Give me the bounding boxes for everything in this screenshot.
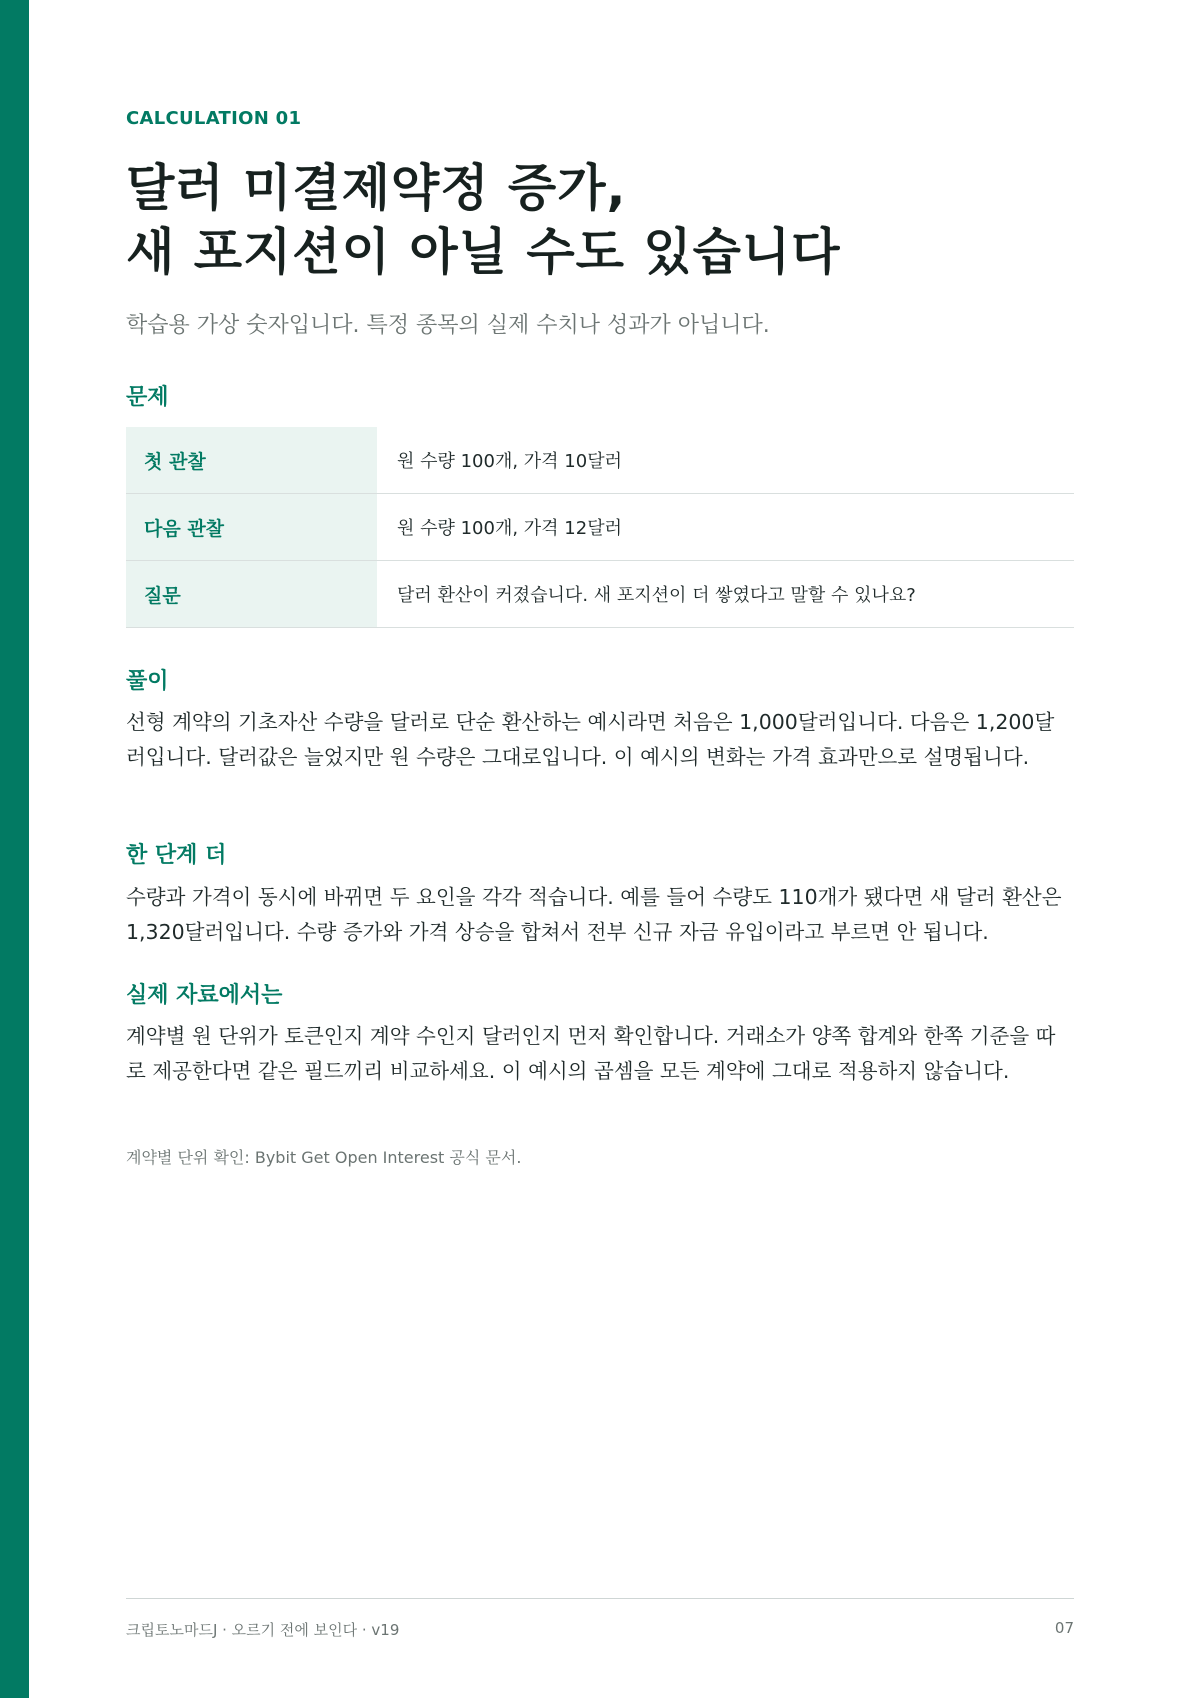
real-data-heading: 실제 자료에서는 xyxy=(126,983,283,1008)
accent-side-bar xyxy=(0,0,29,1698)
page-subtitle: 학습용 가상 숫자입니다. 특정 종목의 실제 수치나 성과가 아닙니다. xyxy=(126,313,770,338)
problem-heading: 문제 xyxy=(126,385,169,410)
page-title-line-1: 달러 미결제약정 증가, xyxy=(126,159,627,217)
page-title xyxy=(126,156,841,284)
one-more-step-paragraph: 수량과 가격이 동시에 바뀌면 두 요인을 각각 적습니다. 예를 들어 수량도 110개가 됐다면 새 달러 환산은 1,320달러입니다. 수량 증가와 가격 상승을 합쳐서 전부 신규 자금 유입이라고 부르면 안 됩니다. xyxy=(126,885,1062,944)
row-label: 다음 관찰 xyxy=(126,494,377,561)
row-label: 첫 관찰 xyxy=(126,427,377,494)
source-note: 계약별 단위 확인: Bybit Get Open Interest 공식 문서. xyxy=(126,1148,522,1167)
row-value: 달러 환산이 커졌습니다. 새 포지션이 더 쌓였다고 말할 수 있나요? xyxy=(377,561,1074,628)
real-data-paragraph: 계약별 원 단위가 토큰인지 계약 수인지 달러인지 먼저 확인합니다. 거래소가 양쪽 합계와 한쪽 기준을 따로 제공한다면 같은 필드끼리 비교하세요. 이 예시의 곱셈을 모든 계약에 그대로 적용하지 않습니다. xyxy=(126,1024,1056,1083)
table-row xyxy=(126,561,1074,628)
table-row xyxy=(126,427,1074,494)
problem-table xyxy=(126,427,1074,628)
solution-heading: 풀이 xyxy=(126,669,169,694)
footer-text: 크립토노마드J · 오르기 전에 보인다 · v19 xyxy=(126,1621,400,1639)
section-eyebrow: CALCULATION 01 xyxy=(126,108,302,129)
row-value: 원 수량 100개, 가격 10달러 xyxy=(377,427,1074,494)
table-row xyxy=(126,494,1074,561)
row-label: 질문 xyxy=(126,561,377,628)
footer-divider xyxy=(126,1598,1074,1599)
row-value: 원 수량 100개, 가격 12달러 xyxy=(377,494,1074,561)
page-title-line-2: 새 포지션이 아닐 수도 있습니다 xyxy=(126,223,841,281)
one-more-step-heading: 한 단계 더 xyxy=(126,843,227,868)
page-number: 07 xyxy=(1054,1619,1074,1637)
solution-paragraph: 선형 계약의 기초자산 수량을 달러로 단순 환산하는 예시라면 처음은 1,000달러입니다. 다음은 1,200달러입니다. 달러값은 늘었지만 원 수량은 그대로입니다. 이 예시의 변화는 가격 효과만으로 설명됩니다. xyxy=(126,710,1055,769)
